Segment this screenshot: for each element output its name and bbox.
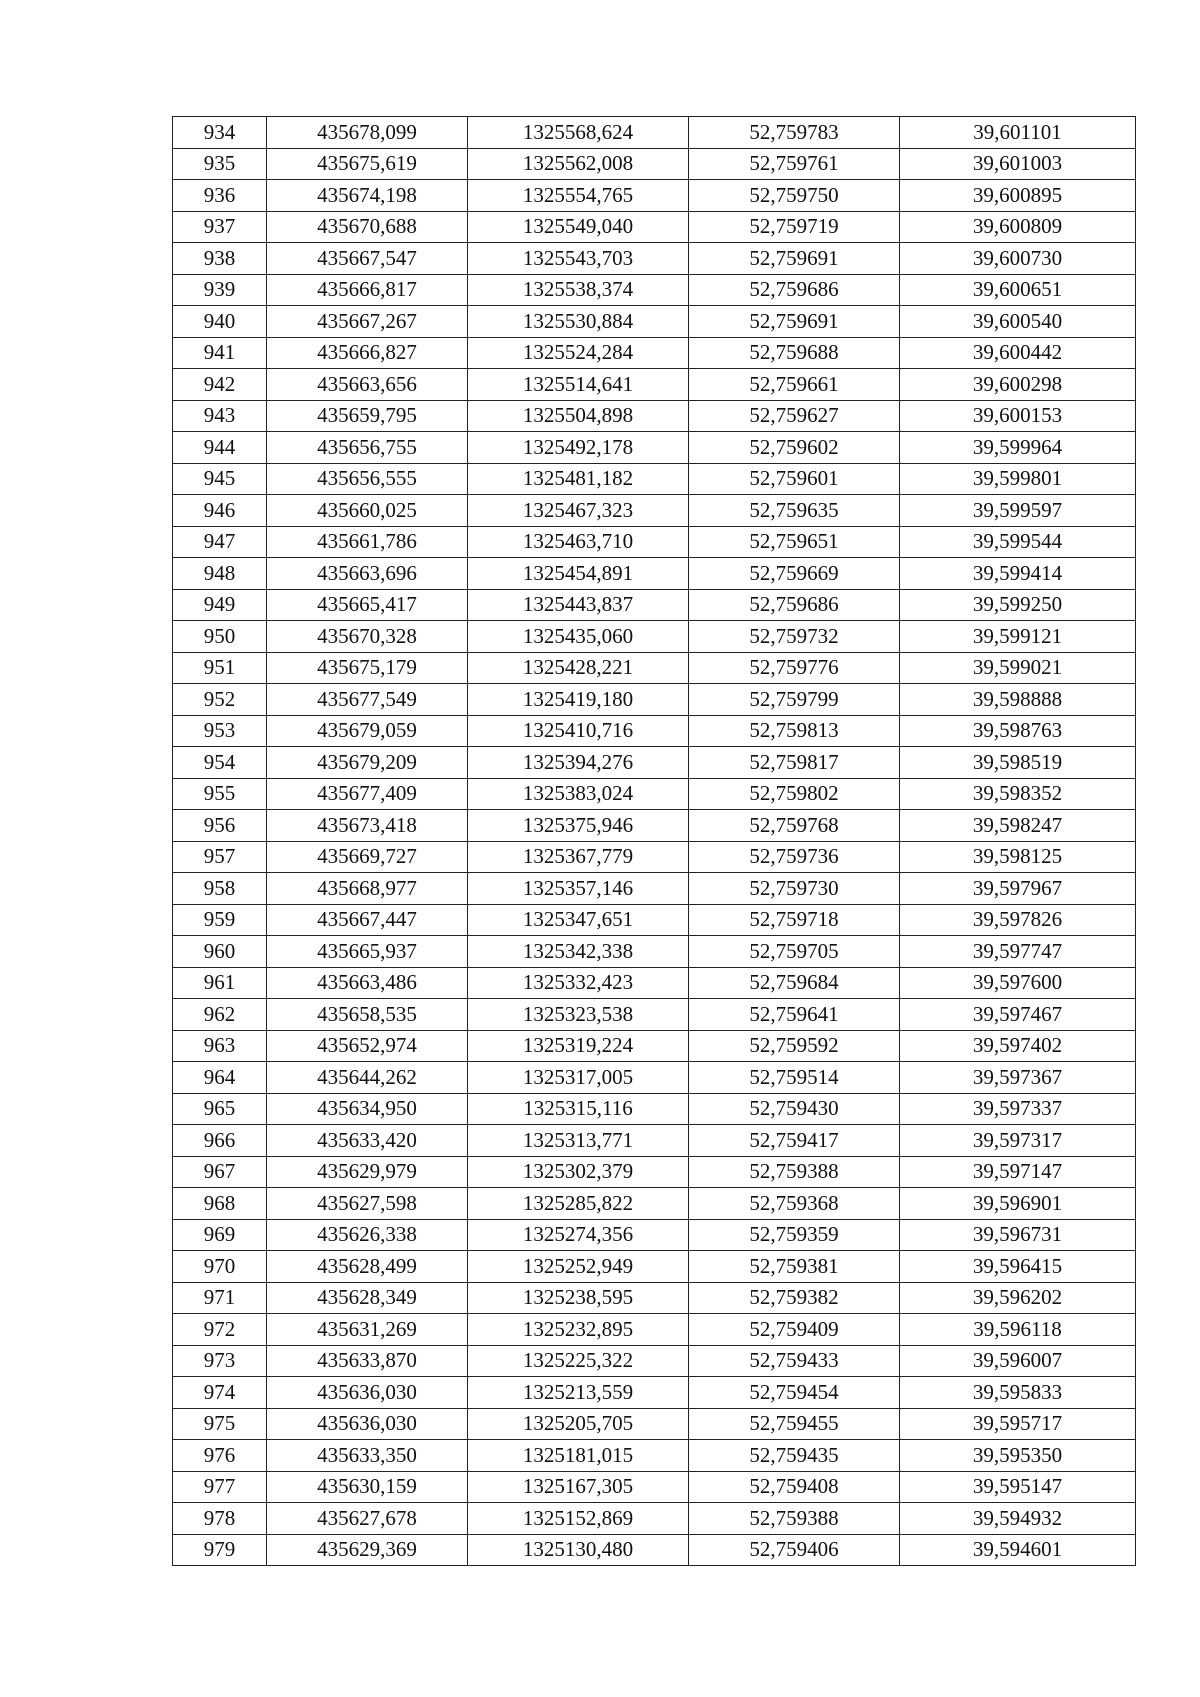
longitude-cell: 39,600298 — [900, 369, 1136, 401]
table-row — [173, 1219, 1136, 1251]
table-row — [173, 1314, 1136, 1346]
longitude-cell: 39,596415 — [900, 1251, 1136, 1283]
y-coordinate-cell: 1325492,178 — [468, 432, 689, 464]
point-number-cell: 966 — [173, 1125, 267, 1157]
y-coordinate-cell: 1325317,005 — [468, 1062, 689, 1094]
longitude-cell: 39,597337 — [900, 1093, 1136, 1125]
longitude-cell: 39,597826 — [900, 904, 1136, 936]
longitude-cell: 39,599414 — [900, 558, 1136, 590]
table-row — [173, 1030, 1136, 1062]
x-coordinate-cell: 435673,418 — [267, 810, 468, 842]
point-number-cell: 956 — [173, 810, 267, 842]
x-coordinate-cell: 435626,338 — [267, 1219, 468, 1251]
table-row — [173, 1471, 1136, 1503]
longitude-cell: 39,596007 — [900, 1345, 1136, 1377]
latitude-cell: 52,759761 — [689, 148, 900, 180]
y-coordinate-cell: 1325225,322 — [468, 1345, 689, 1377]
table-row — [173, 526, 1136, 558]
latitude-cell: 52,759719 — [689, 211, 900, 243]
x-coordinate-cell: 435679,059 — [267, 715, 468, 747]
point-number-cell: 940 — [173, 306, 267, 338]
point-number-cell: 935 — [173, 148, 267, 180]
point-number-cell: 973 — [173, 1345, 267, 1377]
table-row — [173, 1188, 1136, 1220]
longitude-cell: 39,600809 — [900, 211, 1136, 243]
longitude-cell: 39,594601 — [900, 1534, 1136, 1566]
point-number-cell: 967 — [173, 1156, 267, 1188]
longitude-cell: 39,598888 — [900, 684, 1136, 716]
x-coordinate-cell: 435677,549 — [267, 684, 468, 716]
point-number-cell: 959 — [173, 904, 267, 936]
table-row — [173, 432, 1136, 464]
x-coordinate-cell: 435665,417 — [267, 589, 468, 621]
y-coordinate-cell: 1325323,538 — [468, 999, 689, 1031]
point-number-cell: 978 — [173, 1503, 267, 1535]
latitude-cell: 52,759686 — [689, 274, 900, 306]
longitude-cell: 39,594932 — [900, 1503, 1136, 1535]
y-coordinate-cell: 1325167,305 — [468, 1471, 689, 1503]
x-coordinate-cell: 435663,486 — [267, 967, 468, 999]
y-coordinate-cell: 1325504,898 — [468, 400, 689, 432]
point-number-cell: 944 — [173, 432, 267, 464]
y-coordinate-cell: 1325238,595 — [468, 1282, 689, 1314]
latitude-cell: 52,759388 — [689, 1156, 900, 1188]
longitude-cell: 39,596118 — [900, 1314, 1136, 1346]
x-coordinate-cell: 435668,977 — [267, 873, 468, 905]
y-coordinate-cell: 1325232,895 — [468, 1314, 689, 1346]
longitude-cell: 39,599597 — [900, 495, 1136, 527]
latitude-cell: 52,759602 — [689, 432, 900, 464]
longitude-cell: 39,597147 — [900, 1156, 1136, 1188]
latitude-cell: 52,759455 — [689, 1408, 900, 1440]
point-number-cell: 968 — [173, 1188, 267, 1220]
longitude-cell: 39,601101 — [900, 117, 1136, 149]
y-coordinate-cell: 1325332,423 — [468, 967, 689, 999]
x-coordinate-cell: 435628,499 — [267, 1251, 468, 1283]
x-coordinate-cell: 435665,937 — [267, 936, 468, 968]
y-coordinate-cell: 1325383,024 — [468, 778, 689, 810]
table-row — [173, 967, 1136, 999]
coordinates-table-body — [173, 117, 1136, 1566]
latitude-cell: 52,759817 — [689, 747, 900, 779]
latitude-cell: 52,759799 — [689, 684, 900, 716]
x-coordinate-cell: 435667,447 — [267, 904, 468, 936]
table-row — [173, 369, 1136, 401]
latitude-cell: 52,759408 — [689, 1471, 900, 1503]
x-coordinate-cell: 435633,350 — [267, 1440, 468, 1472]
y-coordinate-cell: 1325568,624 — [468, 117, 689, 149]
point-number-cell: 970 — [173, 1251, 267, 1283]
point-number-cell: 941 — [173, 337, 267, 369]
latitude-cell: 52,759768 — [689, 810, 900, 842]
longitude-cell: 39,599801 — [900, 463, 1136, 495]
longitude-cell: 39,595833 — [900, 1377, 1136, 1409]
latitude-cell: 52,759691 — [689, 306, 900, 338]
table-row — [173, 243, 1136, 275]
y-coordinate-cell: 1325530,884 — [468, 306, 689, 338]
latitude-cell: 52,759802 — [689, 778, 900, 810]
y-coordinate-cell: 1325274,356 — [468, 1219, 689, 1251]
point-number-cell: 957 — [173, 841, 267, 873]
latitude-cell: 52,759409 — [689, 1314, 900, 1346]
longitude-cell: 39,595147 — [900, 1471, 1136, 1503]
table-row — [173, 715, 1136, 747]
y-coordinate-cell: 1325410,716 — [468, 715, 689, 747]
x-coordinate-cell: 435666,817 — [267, 274, 468, 306]
point-number-cell: 972 — [173, 1314, 267, 1346]
point-number-cell: 939 — [173, 274, 267, 306]
latitude-cell: 52,759736 — [689, 841, 900, 873]
table-row — [173, 810, 1136, 842]
longitude-cell: 39,597367 — [900, 1062, 1136, 1094]
y-coordinate-cell: 1325181,015 — [468, 1440, 689, 1472]
y-coordinate-cell: 1325302,379 — [468, 1156, 689, 1188]
y-coordinate-cell: 1325543,703 — [468, 243, 689, 275]
longitude-cell: 39,599250 — [900, 589, 1136, 621]
table-row — [173, 936, 1136, 968]
y-coordinate-cell: 1325375,946 — [468, 810, 689, 842]
y-coordinate-cell: 1325538,374 — [468, 274, 689, 306]
y-coordinate-cell: 1325554,765 — [468, 180, 689, 212]
point-number-cell: 958 — [173, 873, 267, 905]
table-row — [173, 1251, 1136, 1283]
point-number-cell: 971 — [173, 1282, 267, 1314]
x-coordinate-cell: 435658,535 — [267, 999, 468, 1031]
table-row — [173, 1282, 1136, 1314]
latitude-cell: 52,759601 — [689, 463, 900, 495]
point-number-cell: 945 — [173, 463, 267, 495]
latitude-cell: 52,759627 — [689, 400, 900, 432]
table-row — [173, 621, 1136, 653]
x-coordinate-cell: 435652,974 — [267, 1030, 468, 1062]
longitude-cell: 39,597747 — [900, 936, 1136, 968]
x-coordinate-cell: 435674,198 — [267, 180, 468, 212]
longitude-cell: 39,597600 — [900, 967, 1136, 999]
table-row — [173, 180, 1136, 212]
x-coordinate-cell: 435644,262 — [267, 1062, 468, 1094]
table-row — [173, 589, 1136, 621]
x-coordinate-cell: 435636,030 — [267, 1408, 468, 1440]
point-number-cell: 951 — [173, 652, 267, 684]
point-number-cell: 949 — [173, 589, 267, 621]
table-row — [173, 1345, 1136, 1377]
latitude-cell: 52,759783 — [689, 117, 900, 149]
table-row — [173, 873, 1136, 905]
latitude-cell: 52,759454 — [689, 1377, 900, 1409]
latitude-cell: 52,759669 — [689, 558, 900, 590]
point-number-cell: 975 — [173, 1408, 267, 1440]
longitude-cell: 39,600730 — [900, 243, 1136, 275]
longitude-cell: 39,596901 — [900, 1188, 1136, 1220]
x-coordinate-cell: 435628,349 — [267, 1282, 468, 1314]
table-row — [173, 1062, 1136, 1094]
x-coordinate-cell: 435656,755 — [267, 432, 468, 464]
x-coordinate-cell: 435670,688 — [267, 211, 468, 243]
x-coordinate-cell: 435631,269 — [267, 1314, 468, 1346]
y-coordinate-cell: 1325367,779 — [468, 841, 689, 873]
x-coordinate-cell: 435633,870 — [267, 1345, 468, 1377]
table-row — [173, 306, 1136, 338]
point-number-cell: 948 — [173, 558, 267, 590]
x-coordinate-cell: 435667,547 — [267, 243, 468, 275]
point-number-cell: 977 — [173, 1471, 267, 1503]
longitude-cell: 39,600540 — [900, 306, 1136, 338]
longitude-cell: 39,598125 — [900, 841, 1136, 873]
y-coordinate-cell: 1325428,221 — [468, 652, 689, 684]
table-row — [173, 1440, 1136, 1472]
x-coordinate-cell: 435629,369 — [267, 1534, 468, 1566]
x-coordinate-cell: 435656,555 — [267, 463, 468, 495]
longitude-cell: 39,595350 — [900, 1440, 1136, 1472]
point-number-cell: 965 — [173, 1093, 267, 1125]
longitude-cell: 39,598247 — [900, 810, 1136, 842]
x-coordinate-cell: 435679,209 — [267, 747, 468, 779]
x-coordinate-cell: 435666,827 — [267, 337, 468, 369]
point-number-cell: 962 — [173, 999, 267, 1031]
y-coordinate-cell: 1325285,822 — [468, 1188, 689, 1220]
y-coordinate-cell: 1325357,146 — [468, 873, 689, 905]
latitude-cell: 52,759435 — [689, 1440, 900, 1472]
table-row — [173, 747, 1136, 779]
table-row — [173, 1408, 1136, 1440]
point-number-cell: 942 — [173, 369, 267, 401]
x-coordinate-cell: 435678,099 — [267, 117, 468, 149]
longitude-cell: 39,599964 — [900, 432, 1136, 464]
x-coordinate-cell: 435629,979 — [267, 1156, 468, 1188]
longitude-cell: 39,596202 — [900, 1282, 1136, 1314]
table-row — [173, 211, 1136, 243]
point-number-cell: 954 — [173, 747, 267, 779]
x-coordinate-cell: 435633,420 — [267, 1125, 468, 1157]
table-row — [173, 463, 1136, 495]
longitude-cell: 39,598519 — [900, 747, 1136, 779]
point-number-cell: 964 — [173, 1062, 267, 1094]
x-coordinate-cell: 435675,619 — [267, 148, 468, 180]
y-coordinate-cell: 1325467,323 — [468, 495, 689, 527]
longitude-cell: 39,599544 — [900, 526, 1136, 558]
table-row — [173, 999, 1136, 1031]
latitude-cell: 52,759776 — [689, 652, 900, 684]
latitude-cell: 52,759635 — [689, 495, 900, 527]
table-row — [173, 337, 1136, 369]
longitude-cell: 39,597967 — [900, 873, 1136, 905]
y-coordinate-cell: 1325419,180 — [468, 684, 689, 716]
latitude-cell: 52,759730 — [689, 873, 900, 905]
table-row — [173, 400, 1136, 432]
table-row — [173, 1377, 1136, 1409]
longitude-cell: 39,598352 — [900, 778, 1136, 810]
latitude-cell: 52,759686 — [689, 589, 900, 621]
latitude-cell: 52,759718 — [689, 904, 900, 936]
longitude-cell: 39,600651 — [900, 274, 1136, 306]
table-row — [173, 274, 1136, 306]
table-row — [173, 117, 1136, 149]
y-coordinate-cell: 1325342,338 — [468, 936, 689, 968]
latitude-cell: 52,759417 — [689, 1125, 900, 1157]
y-coordinate-cell: 1325435,060 — [468, 621, 689, 653]
latitude-cell: 52,759406 — [689, 1534, 900, 1566]
point-number-cell: 936 — [173, 180, 267, 212]
longitude-cell: 39,599121 — [900, 621, 1136, 653]
x-coordinate-cell: 435661,786 — [267, 526, 468, 558]
y-coordinate-cell: 1325394,276 — [468, 747, 689, 779]
latitude-cell: 52,759661 — [689, 369, 900, 401]
point-number-cell: 947 — [173, 526, 267, 558]
point-number-cell: 952 — [173, 684, 267, 716]
latitude-cell: 52,759684 — [689, 967, 900, 999]
point-number-cell: 934 — [173, 117, 267, 149]
table-row — [173, 1093, 1136, 1125]
x-coordinate-cell: 435663,696 — [267, 558, 468, 590]
longitude-cell: 39,598763 — [900, 715, 1136, 747]
point-number-cell: 953 — [173, 715, 267, 747]
latitude-cell: 52,759651 — [689, 526, 900, 558]
latitude-cell: 52,759592 — [689, 1030, 900, 1062]
latitude-cell: 52,759382 — [689, 1282, 900, 1314]
y-coordinate-cell: 1325252,949 — [468, 1251, 689, 1283]
y-coordinate-cell: 1325463,710 — [468, 526, 689, 558]
table-row — [173, 904, 1136, 936]
latitude-cell: 52,759381 — [689, 1251, 900, 1283]
x-coordinate-cell: 435627,678 — [267, 1503, 468, 1535]
x-coordinate-cell: 435660,025 — [267, 495, 468, 527]
y-coordinate-cell: 1325130,480 — [468, 1534, 689, 1566]
y-coordinate-cell: 1325313,771 — [468, 1125, 689, 1157]
y-coordinate-cell: 1325315,116 — [468, 1093, 689, 1125]
longitude-cell: 39,597467 — [900, 999, 1136, 1031]
longitude-cell: 39,596731 — [900, 1219, 1136, 1251]
y-coordinate-cell: 1325481,182 — [468, 463, 689, 495]
point-number-cell: 938 — [173, 243, 267, 275]
latitude-cell: 52,759388 — [689, 1503, 900, 1535]
y-coordinate-cell: 1325205,705 — [468, 1408, 689, 1440]
point-number-cell: 963 — [173, 1030, 267, 1062]
latitude-cell: 52,759359 — [689, 1219, 900, 1251]
latitude-cell: 52,759514 — [689, 1062, 900, 1094]
x-coordinate-cell: 435667,267 — [267, 306, 468, 338]
table-row — [173, 495, 1136, 527]
longitude-cell: 39,597317 — [900, 1125, 1136, 1157]
point-number-cell: 979 — [173, 1534, 267, 1566]
x-coordinate-cell: 435634,950 — [267, 1093, 468, 1125]
longitude-cell: 39,597402 — [900, 1030, 1136, 1062]
latitude-cell: 52,759430 — [689, 1093, 900, 1125]
latitude-cell: 52,759433 — [689, 1345, 900, 1377]
point-number-cell: 969 — [173, 1219, 267, 1251]
latitude-cell: 52,759641 — [689, 999, 900, 1031]
table-row — [173, 652, 1136, 684]
x-coordinate-cell: 435670,328 — [267, 621, 468, 653]
x-coordinate-cell: 435636,030 — [267, 1377, 468, 1409]
longitude-cell: 39,600153 — [900, 400, 1136, 432]
y-coordinate-cell: 1325443,837 — [468, 589, 689, 621]
latitude-cell: 52,759705 — [689, 936, 900, 968]
table-row — [173, 778, 1136, 810]
x-coordinate-cell: 435669,727 — [267, 841, 468, 873]
table-row — [173, 841, 1136, 873]
point-number-cell: 950 — [173, 621, 267, 653]
table-row — [173, 1125, 1136, 1157]
x-coordinate-cell: 435630,159 — [267, 1471, 468, 1503]
table-row — [173, 1534, 1136, 1566]
longitude-cell: 39,600442 — [900, 337, 1136, 369]
point-number-cell: 976 — [173, 1440, 267, 1472]
point-number-cell: 955 — [173, 778, 267, 810]
x-coordinate-cell: 435663,656 — [267, 369, 468, 401]
x-coordinate-cell: 435627,598 — [267, 1188, 468, 1220]
x-coordinate-cell: 435675,179 — [267, 652, 468, 684]
x-coordinate-cell: 435677,409 — [267, 778, 468, 810]
latitude-cell: 52,759368 — [689, 1188, 900, 1220]
table-row — [173, 558, 1136, 590]
y-coordinate-cell: 1325562,008 — [468, 148, 689, 180]
point-number-cell: 937 — [173, 211, 267, 243]
table-row — [173, 148, 1136, 180]
table-row — [173, 684, 1136, 716]
latitude-cell: 52,759691 — [689, 243, 900, 275]
table-row — [173, 1503, 1136, 1535]
point-number-cell: 974 — [173, 1377, 267, 1409]
point-number-cell: 961 — [173, 967, 267, 999]
latitude-cell: 52,759813 — [689, 715, 900, 747]
x-coordinate-cell: 435659,795 — [267, 400, 468, 432]
point-number-cell: 946 — [173, 495, 267, 527]
longitude-cell: 39,601003 — [900, 148, 1136, 180]
table-row — [173, 1156, 1136, 1188]
longitude-cell: 39,600895 — [900, 180, 1136, 212]
y-coordinate-cell: 1325454,891 — [468, 558, 689, 590]
y-coordinate-cell: 1325213,559 — [468, 1377, 689, 1409]
point-number-cell: 943 — [173, 400, 267, 432]
y-coordinate-cell: 1325549,040 — [468, 211, 689, 243]
latitude-cell: 52,759750 — [689, 180, 900, 212]
longitude-cell: 39,599021 — [900, 652, 1136, 684]
latitude-cell: 52,759732 — [689, 621, 900, 653]
longitude-cell: 39,595717 — [900, 1408, 1136, 1440]
y-coordinate-cell: 1325152,869 — [468, 1503, 689, 1535]
coordinates-table — [172, 116, 1136, 1566]
y-coordinate-cell: 1325319,224 — [468, 1030, 689, 1062]
y-coordinate-cell: 1325524,284 — [468, 337, 689, 369]
point-number-cell: 960 — [173, 936, 267, 968]
y-coordinate-cell: 1325514,641 — [468, 369, 689, 401]
latitude-cell: 52,759688 — [689, 337, 900, 369]
y-coordinate-cell: 1325347,651 — [468, 904, 689, 936]
